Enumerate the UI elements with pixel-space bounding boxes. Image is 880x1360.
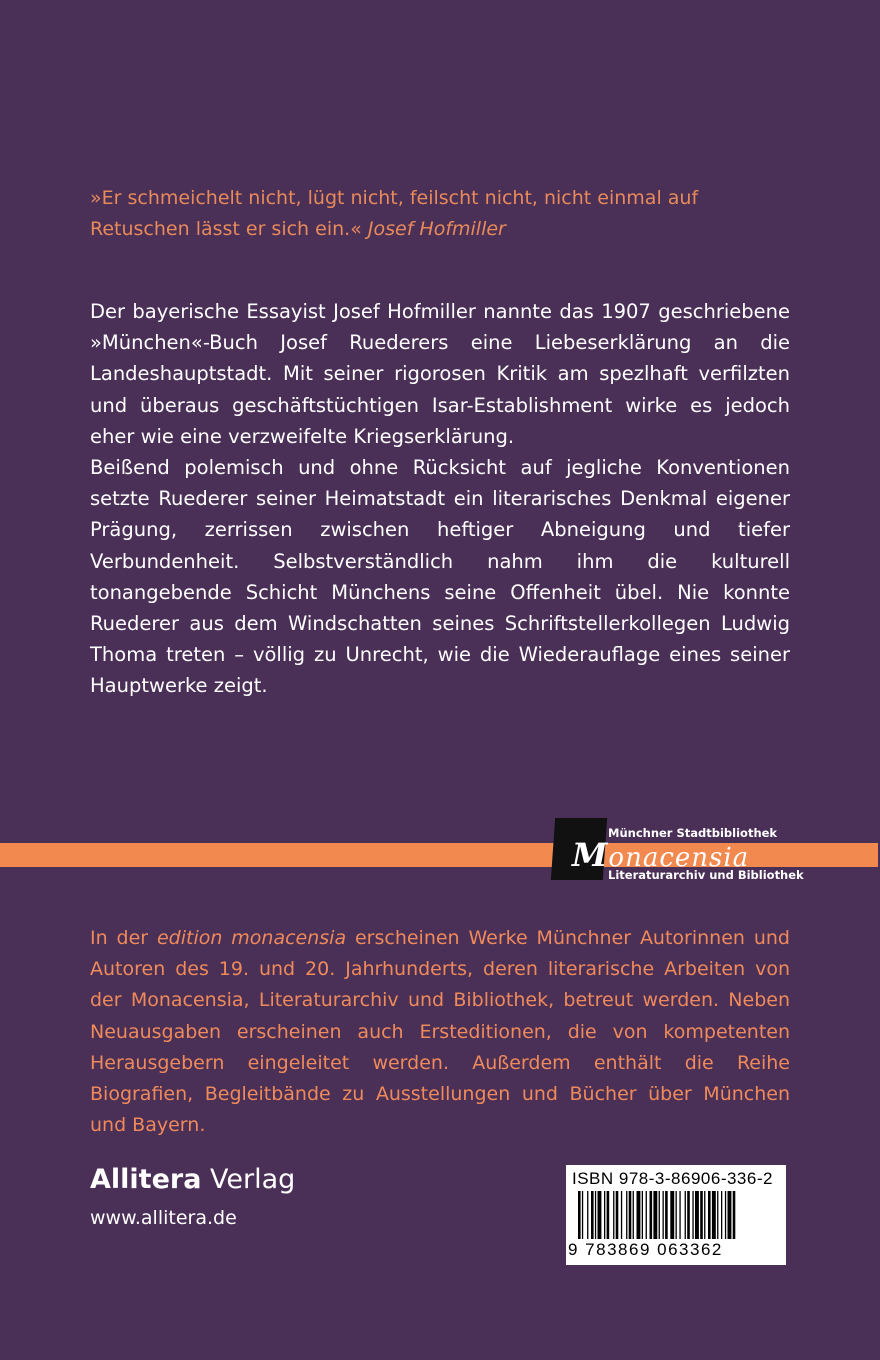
barcode-bar bbox=[692, 1191, 693, 1239]
isbn-label: ISBN 978-3-86906-336-2 bbox=[572, 1169, 773, 1188]
barcode-bar bbox=[650, 1191, 653, 1239]
publisher-name bbox=[90, 1164, 295, 1195]
logo-name: onacensia bbox=[608, 843, 750, 873]
barcode-bar bbox=[685, 1191, 686, 1239]
publisher-name-rest: Verlag bbox=[201, 1164, 296, 1195]
barcode-bar bbox=[587, 1191, 588, 1239]
barcode-bar bbox=[578, 1191, 581, 1239]
barcode-bar bbox=[695, 1191, 699, 1239]
barcode-bar bbox=[704, 1191, 705, 1239]
barcode-bar bbox=[642, 1191, 643, 1239]
barcode-bar bbox=[621, 1191, 622, 1239]
barcode-bar bbox=[604, 1191, 605, 1239]
barcode-bar bbox=[653, 1191, 657, 1239]
edition-info bbox=[90, 923, 790, 1141]
logo-bottom-line: Literaturarchiv und Bibliothek bbox=[608, 868, 804, 882]
barcode-bar bbox=[708, 1191, 711, 1239]
barcode-bar bbox=[629, 1191, 632, 1239]
barcode-bar bbox=[591, 1191, 594, 1239]
edition-text: erscheinen Werke Münchner Autorinnen und Autoren des 19. und 20. Jahrhunderts, deren literarische Arbeiten von der Monacensia, Literaturarchiv und Bibliothek, betreut werden. Neben Neuausgaben erscheinen auch Ersteditionen, die von kompetenten Herausgebern eingeleitet werden. Außerdem enthält die Reihe Biografien, Begleitbände zu Ausstellungen und Bücher über München und Bayern. bbox=[90, 927, 790, 1137]
edition-series-name: edition monacensia bbox=[156, 927, 347, 949]
barcode-bar bbox=[717, 1191, 718, 1239]
edition-prefix: In der bbox=[90, 927, 157, 949]
barcode-bar bbox=[700, 1191, 703, 1239]
barcode-bar bbox=[659, 1191, 660, 1239]
barcode-bar bbox=[637, 1191, 641, 1239]
barcode-bar bbox=[721, 1191, 722, 1239]
barcode-bar bbox=[728, 1191, 732, 1239]
barcode-bar bbox=[595, 1191, 596, 1239]
barcode-bar bbox=[582, 1191, 583, 1239]
book-description bbox=[90, 296, 790, 702]
back-cover-quote bbox=[90, 183, 790, 245]
barcode-bar bbox=[725, 1191, 726, 1239]
barcode-bar bbox=[633, 1191, 634, 1239]
logo-initial: M bbox=[572, 836, 609, 874]
barcode-bar bbox=[733, 1191, 736, 1239]
quote-text: »Er schmeichelt nicht, lügt nicht, feilscht nicht, nicht einmal auf Retuschen lässt er sich ein.« bbox=[90, 187, 699, 240]
barcode-bar bbox=[665, 1191, 668, 1239]
barcode-bar bbox=[687, 1191, 690, 1239]
barcode-bar bbox=[626, 1191, 627, 1239]
barcode-bar bbox=[676, 1191, 677, 1239]
barcode-bar bbox=[712, 1191, 716, 1239]
description-paragraph-1: Der bayerische Essayist Josef Hofmiller nannte das 1907 geschriebene »München«-Buch Josef Ruederers eine Liebeserklärung an die Landeshauptstadt. Mit seiner rigorosen Kritik am spezlhaft verfilzten und überaus geschäftstüchtigen Isar-Establishment wirke es jedoch eher wie eine verzweifelte Kriegserklärung. bbox=[90, 300, 790, 448]
logo-top-line: Münchner Stadtbibliothek bbox=[608, 826, 778, 840]
barcode-bar bbox=[613, 1191, 614, 1239]
barcode-bar bbox=[646, 1191, 647, 1239]
barcode-bar bbox=[607, 1191, 610, 1239]
barcode-bar bbox=[663, 1191, 664, 1239]
barcode-bars bbox=[578, 1191, 778, 1241]
publisher-name-bold: Allitera bbox=[90, 1164, 202, 1195]
barcode-bar bbox=[598, 1191, 602, 1239]
barcode-bar bbox=[670, 1191, 674, 1239]
barcode-bar bbox=[679, 1191, 680, 1239]
description-paragraph-2: Beißend polemisch und ohne Rücksicht auf jegliche Konventionen setzte Ruederer seiner Heimatstadt ein literarisches Denkmal eigener Prägung, zerrissen zwischen heftiger Abneigung und tiefer Verbundenheit. Selbstverständlich nahm ihm die kulturell tonangebende Schicht Münchens seine Offenheit übel. Nie konnte Ruederer aus dem Windschatten seines Schriftstellerkollegen Ludwig Thoma treten – völlig zu Unrecht, wie die Wiederauflage eines seiner Hauptwerke zeigt. bbox=[90, 456, 790, 698]
barcode-bar bbox=[616, 1191, 619, 1239]
quote-author: Josef Hofmiller bbox=[367, 218, 506, 240]
publisher-url: www.allitera.de bbox=[90, 1207, 237, 1229]
isbn-barcode bbox=[566, 1165, 786, 1265]
ean-digits: 9 783869 063362 bbox=[568, 1240, 723, 1259]
